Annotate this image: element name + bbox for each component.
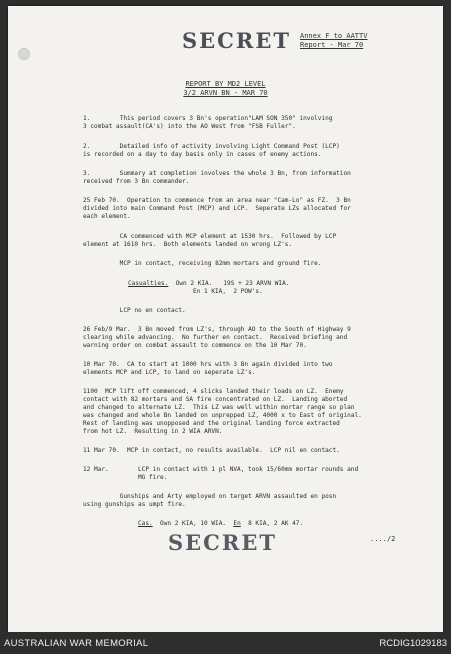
mar12-line-1: LCP in contact with 1 pl NVA, took 15/60mm mortar rounds and bbox=[138, 466, 359, 473]
casualties-line-2: En 1 KIA, 2 POW's. bbox=[193, 288, 263, 295]
h1100-line-4: was changed and whole Bn landed on unprepped LZ, 4000 x to East of original. bbox=[83, 412, 362, 419]
mcp-contact: MCP in contact, receiving 82mm mortars and ground fire. bbox=[83, 260, 322, 267]
para-3-line-1: 3. Summary at completion involves the whole 3 Bn, from information bbox=[83, 170, 351, 177]
feb25-line-1: 25 Feb 70. Operation to commence from an area near "Cam-Lo" as FZ. 3 Bn bbox=[83, 197, 351, 204]
h1100-line-2: contact with 82 mortars and SA fire concentrated on LZ. Landing aborted bbox=[83, 396, 348, 403]
annex-reference bbox=[300, 32, 367, 50]
report-title: REPORT BY MD2 LEVEL bbox=[185, 80, 266, 88]
annex-line-2: Report - Mar 70 bbox=[300, 41, 364, 49]
para-2-line-1: 2. Detailed info of activity involving Light Command Post (LCP) bbox=[83, 143, 340, 150]
archive-footer bbox=[0, 632, 451, 654]
mar12-line-2: MG fire. bbox=[138, 474, 168, 481]
h1100-line-5: Rest of landing was unopposed and the original landing force extracted bbox=[83, 420, 340, 427]
gunships-line-1: Gunships and Arty employed on target ARVN assaulted en posn bbox=[83, 493, 337, 500]
feb25-line-2: divided into main Command Post (MCP) and LCP. Seperate LZs allocated for bbox=[83, 205, 351, 212]
ca-line-2: element at 1610 hrs. Both elements landed on wrong LZ's. bbox=[83, 241, 293, 248]
gunships-line-2: using gunships as umpt fire. bbox=[83, 501, 186, 508]
cas-summary-line bbox=[138, 520, 303, 529]
lcp-no-contact: LCP no en contact. bbox=[83, 307, 186, 314]
h1100-line-1: 1100 MCP lift off commenced, 4 slicks landed their loads on LZ. Enemy bbox=[83, 388, 344, 395]
archive-id: RCDIG1029183 bbox=[379, 638, 447, 649]
classification-stamp-top: SECRET bbox=[182, 28, 291, 53]
h1100-line-6: from hot LZ. Resulting in 2 WIA ARVN. bbox=[83, 428, 223, 435]
mar10-line-2: elements MCP and LCP, to land on seperate LZ's. bbox=[83, 369, 256, 376]
para-3-line-2: received from 3 Bn commander. bbox=[83, 178, 190, 185]
casualties-own: Own 2 KIA. 19S + 23 ARVN WIA. bbox=[168, 280, 290, 287]
feb26-line-1: 26 Feb/9 Mar. 3 Bn moved from LZ's, through AO to the South of Highway 9 bbox=[83, 326, 351, 333]
cas-summary-own: Own 2 KIA, 10 WIA. bbox=[152, 520, 234, 527]
para-1-line-2: 3 combat assault(CA's) into the AO West from "FSB Fuller". bbox=[83, 123, 296, 130]
punch-hole bbox=[18, 48, 30, 60]
annex-line-1: Annex F to AATTV bbox=[300, 32, 368, 40]
ca-line-1: CA commenced with MCP element at 1530 hrs. Followed by LCP bbox=[83, 233, 337, 240]
mar11-line: 11 Mar 70. MCP in contact, no results available. LCP nil en contact. bbox=[83, 447, 340, 454]
mar10-line-1: 10 Mar 70. CA to start at 1000 hrs with 3 Bn again divided into two bbox=[83, 361, 333, 368]
cas-summary-en: 8 KIA, 2 AK 47. bbox=[240, 520, 304, 527]
feb26-line-2: clearing while advancing. No further en contact. Received briefing and bbox=[83, 334, 348, 341]
para-1-line-1: 1. This period covers 3 Bn's operation"LAM SON 350" involving bbox=[83, 115, 333, 122]
report-subtitle: 3/2 ARVN BN - MAR 70 bbox=[183, 89, 268, 97]
para-2-line-2: is recorded on a day to day basis only in cases of enemy actions. bbox=[83, 151, 322, 158]
mar12-label: 12 Mar. bbox=[83, 466, 109, 473]
archive-name: AUSTRALIAN WAR MEMORIAL bbox=[4, 638, 149, 649]
cas-summary-en-label: En bbox=[233, 520, 241, 527]
cas-summary-label: Cas. bbox=[138, 520, 153, 527]
feb25-line-3: each element. bbox=[83, 213, 131, 220]
casualties-label: Casualties. bbox=[128, 280, 169, 287]
page-continuation: ..../2 bbox=[370, 535, 396, 543]
classification-stamp-bottom: SECRET bbox=[168, 530, 277, 555]
h1100-line-3: and changed to alternate LZ. This LZ was well within mortar range so plan bbox=[83, 404, 355, 411]
feb26-line-3: warning order on combat assault to commence on the 10 Mar 70. bbox=[83, 342, 307, 349]
